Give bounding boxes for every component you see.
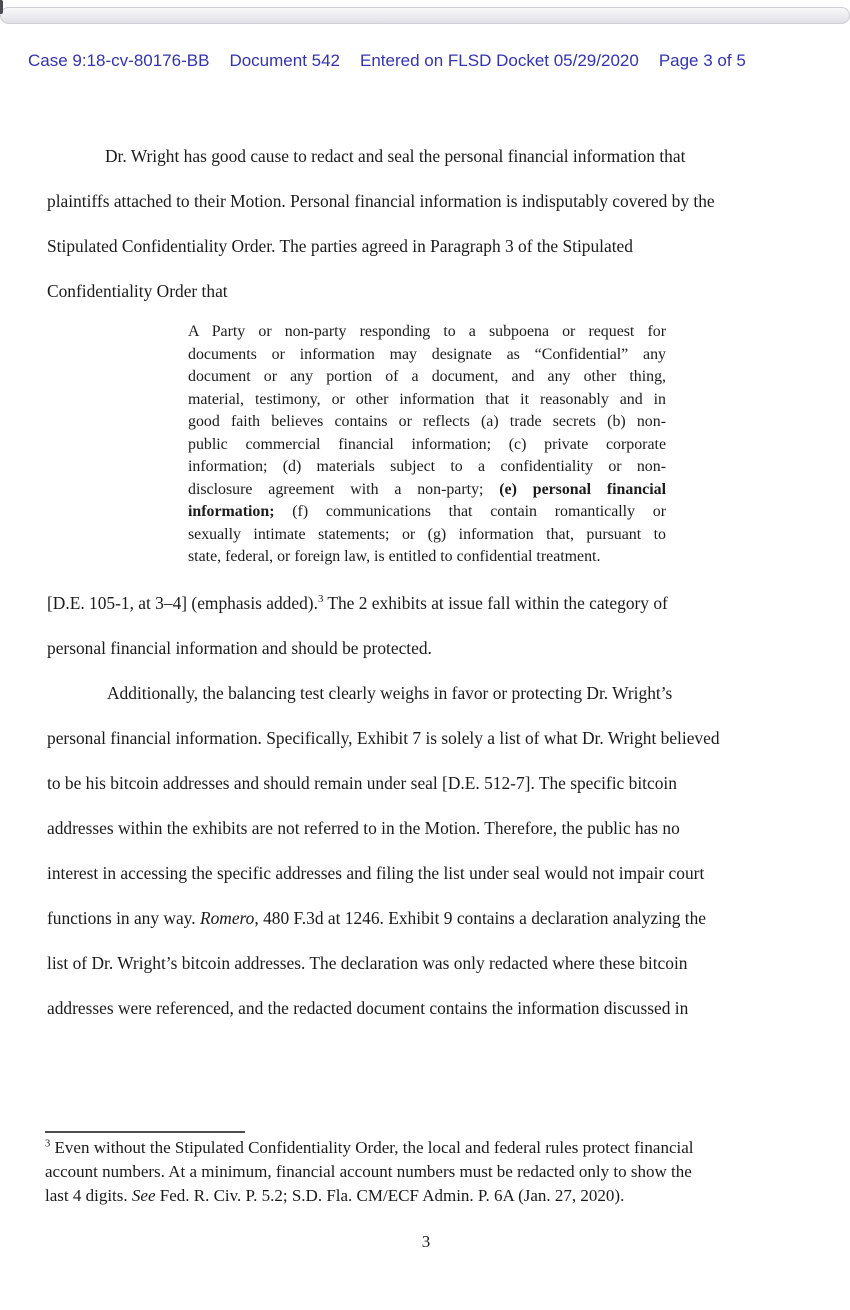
quote-line: information; (d) materials subject to a confidentiality or non- bbox=[188, 458, 666, 475]
case-number: Case 9:18-cv-80176-BB bbox=[28, 51, 210, 70]
text-line: list of Dr. Wright’s bitcoin addresses. The declaration was only redacted where these bitcoin bbox=[47, 953, 688, 973]
quote-text: disclosure agreement with a non-party; bbox=[188, 480, 500, 498]
quote-line bbox=[188, 479, 666, 502]
text-line: Dr. Wright has good cause to redact and seal the personal financial information that bbox=[105, 146, 686, 166]
quote-line: state, federal, or foreign law, is entitled to confidential treatment. bbox=[188, 548, 601, 565]
page-number: 3 bbox=[421, 1232, 431, 1251]
text-line: plaintiffs attached to their Motion. Personal financial information is indisputably covered by the bbox=[47, 191, 715, 211]
quote-line bbox=[188, 501, 666, 524]
text-line bbox=[47, 896, 817, 941]
page-indicator: Page 3 of 5 bbox=[658, 51, 746, 70]
text-line: personal financial information and should be protected. bbox=[47, 638, 432, 658]
top-scrollbar[interactable] bbox=[0, 7, 850, 24]
body-text: functions in any way. bbox=[47, 908, 200, 928]
quote-text-bold: (e) personal financial bbox=[499, 480, 666, 498]
citation-text: [D.E. 105-1, at 3–4] (emphasis added). bbox=[47, 593, 318, 613]
quote-text: (f) communications that contain romantically or bbox=[274, 503, 666, 520]
citation-text: The 2 exhibits at issue fall within the category of bbox=[323, 593, 668, 613]
quote-line: material, testimony, or other information that it reasonably and in bbox=[188, 390, 666, 408]
footnote-marker: 3 bbox=[45, 1138, 51, 1150]
text-line: addresses were referenced, and the redacted document contains the information discussed in bbox=[47, 998, 689, 1018]
docket-stamp bbox=[28, 50, 838, 72]
text-line: addresses within the exhibits are not referred to in the Motion. Therefore, the public has no bbox=[47, 818, 680, 838]
text-line: personal financial information. Specifically, Exhibit 7 is solely a list of what Dr. Wright believed bbox=[47, 728, 720, 748]
quote-line: A Party or non-party responding to a subpoena or request for bbox=[188, 323, 666, 340]
footnote-line bbox=[45, 1184, 811, 1208]
window-edge-mark bbox=[0, 0, 3, 14]
quote-line: document or any portion of a document, and any other thing, bbox=[188, 368, 666, 385]
footnote-3 bbox=[45, 1136, 811, 1208]
text-line: Confidentiality Order that bbox=[47, 281, 228, 301]
text-line: interest in accessing the specific addresses and filing the list under seal would not impair court bbox=[47, 863, 705, 883]
case-citation-italic: Romero bbox=[199, 908, 255, 928]
quote-text-bold: information; bbox=[188, 503, 275, 520]
quote-line: public commercial financial information; (c) private corporate bbox=[188, 435, 666, 453]
quote-line: sexually intimate statements; or (g) information that, pursuant to bbox=[188, 525, 666, 543]
text-line: to be his bitcoin addresses and should remain under seal [D.E. 512-7]. The specific bitcoin bbox=[47, 773, 677, 793]
footnote-text: Even without the Stipulated Confidentiality Order, the local and federal rules protect financial bbox=[50, 1138, 694, 1157]
paragraph-good-cause bbox=[47, 134, 809, 314]
paragraph-balancing-test bbox=[47, 671, 817, 1031]
footnote-separator bbox=[45, 1131, 245, 1133]
document-number: Document 542 bbox=[229, 51, 341, 70]
footnote-line bbox=[45, 1136, 811, 1160]
footnote-reference: 3 bbox=[317, 593, 324, 606]
footnote-text: last 4 digits. bbox=[45, 1186, 132, 1205]
signal-italic: See bbox=[131, 1186, 156, 1205]
body-text: , 480 F.3d at 1246. Exhibit 9 contains a declaration analyzing the bbox=[254, 908, 706, 928]
docket-entry-date: Entered on FLSD Docket 05/29/2020 bbox=[360, 51, 639, 70]
text-line bbox=[47, 581, 813, 626]
footnote-line: account numbers. At a minimum, financial account numbers must be redacted only to show the bbox=[45, 1162, 692, 1181]
paragraph-citation bbox=[47, 581, 813, 671]
quote-line: good faith believes contains or reflects (a) trade secrets (b) non- bbox=[188, 413, 666, 430]
text-line: Stipulated Confidentiality Order. The parties agreed in Paragraph 3 of the Stipulated bbox=[47, 236, 633, 256]
text-line: Additionally, the balancing test clearly weighs in favor or protecting Dr. Wright’s bbox=[107, 683, 673, 703]
quote-line: documents or information may designate as “Confidential” any bbox=[188, 345, 666, 363]
block-quote-confidentiality-order bbox=[188, 321, 666, 569]
footnote-text: Fed. R. Civ. P. 5.2; S.D. Fla. CM/ECF Admin. P. 6A (Jan. 27, 2020). bbox=[155, 1186, 625, 1205]
